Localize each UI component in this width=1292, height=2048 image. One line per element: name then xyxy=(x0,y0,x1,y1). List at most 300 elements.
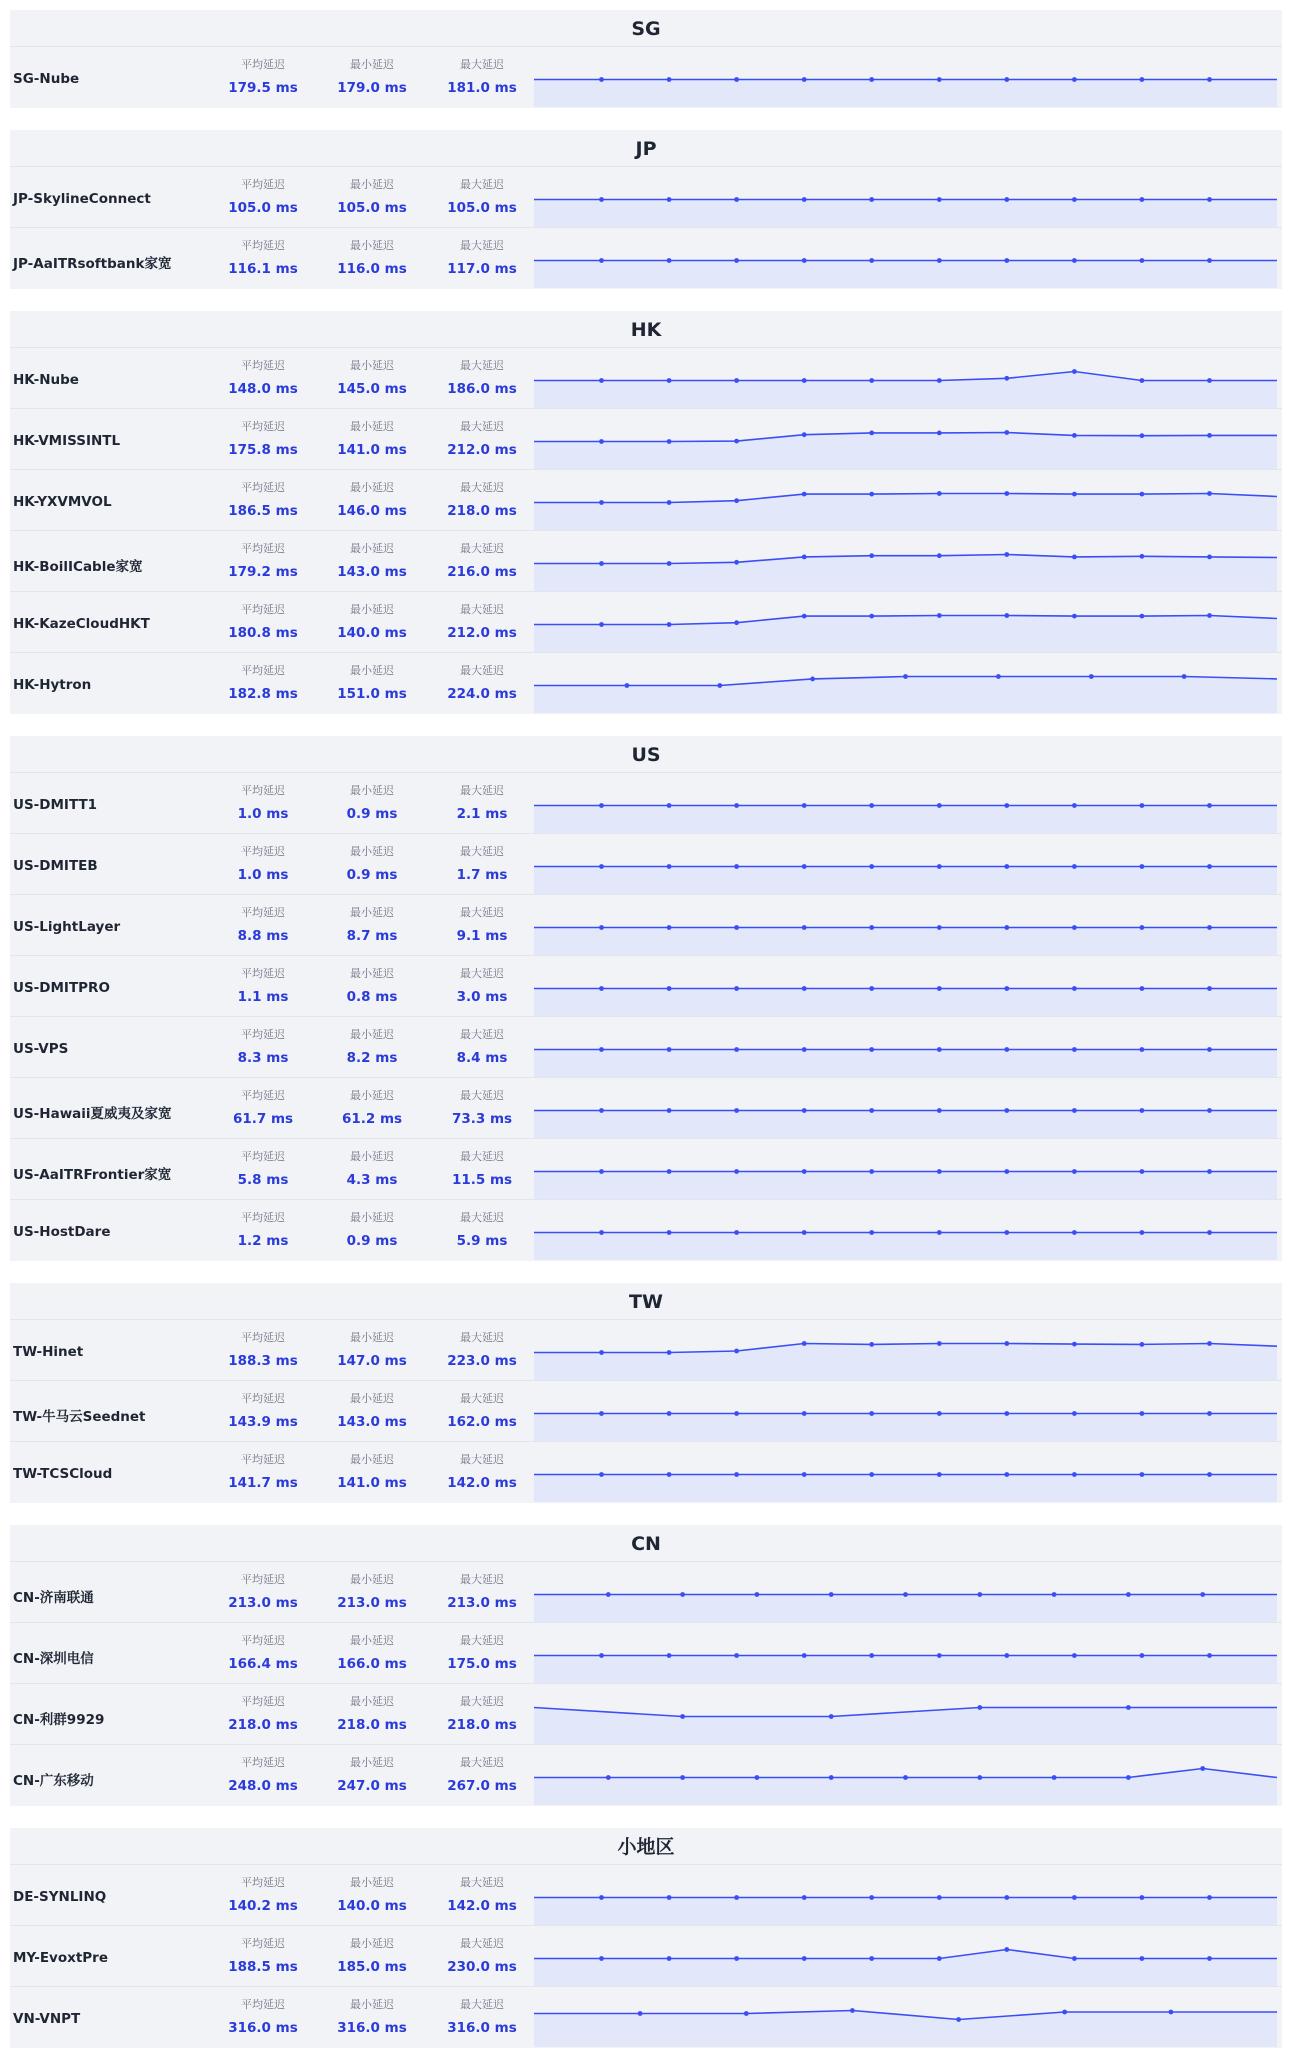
latency-sparkline[interactable] xyxy=(533,1745,1278,1805)
sparkline-point[interactable] xyxy=(625,683,630,688)
sparkline-point[interactable] xyxy=(734,197,739,202)
sparkline-point[interactable] xyxy=(1140,258,1145,263)
sparkline-point[interactable] xyxy=(937,1230,942,1235)
sparkline-point[interactable] xyxy=(1072,555,1077,560)
sparkline-point[interactable] xyxy=(937,1956,942,1961)
sparkline-point[interactable] xyxy=(1207,1411,1212,1416)
sparkline-point[interactable] xyxy=(1072,197,1077,202)
sparkline-point[interactable] xyxy=(937,925,942,930)
sparkline-point[interactable] xyxy=(869,614,874,619)
sparkline-point[interactable] xyxy=(869,1169,874,1174)
sparkline-point[interactable] xyxy=(802,258,807,263)
sparkline-point[interactable] xyxy=(869,803,874,808)
node-row[interactable] xyxy=(10,348,1282,409)
node-row[interactable] xyxy=(10,1017,1282,1078)
sparkline-point[interactable] xyxy=(1140,803,1145,808)
sparkline-point[interactable] xyxy=(667,1108,672,1113)
sparkline-point[interactable] xyxy=(734,1472,739,1477)
sparkline-point[interactable] xyxy=(1126,1592,1131,1597)
node-row[interactable] xyxy=(10,1139,1282,1200)
sparkline-point[interactable] xyxy=(869,1956,874,1961)
sparkline-point[interactable] xyxy=(802,432,807,437)
sparkline-point[interactable] xyxy=(599,500,604,505)
sparkline-point[interactable] xyxy=(638,2011,643,2016)
sparkline-point[interactable] xyxy=(667,925,672,930)
sparkline-point[interactable] xyxy=(606,1592,611,1597)
sparkline-point[interactable] xyxy=(1207,1472,1212,1477)
sparkline-point[interactable] xyxy=(1140,433,1145,438)
latency-sparkline[interactable] xyxy=(533,1320,1278,1380)
sparkline-point[interactable] xyxy=(937,1472,942,1477)
latency-sparkline[interactable] xyxy=(533,1017,1278,1077)
sparkline-point[interactable] xyxy=(734,1895,739,1900)
sparkline-point[interactable] xyxy=(1004,986,1009,991)
sparkline-point[interactable] xyxy=(734,1411,739,1416)
sparkline-point[interactable] xyxy=(1072,1047,1077,1052)
sparkline-point[interactable] xyxy=(755,1775,760,1780)
sparkline-point[interactable] xyxy=(744,2011,749,2016)
sparkline-point[interactable] xyxy=(1207,433,1212,438)
sparkline-point[interactable] xyxy=(937,1411,942,1416)
sparkline-point[interactable] xyxy=(599,986,604,991)
sparkline-point[interactable] xyxy=(802,1169,807,1174)
sparkline-point[interactable] xyxy=(1207,1895,1212,1900)
sparkline-point[interactable] xyxy=(850,2008,855,2013)
sparkline-point[interactable] xyxy=(1072,258,1077,263)
sparkline-point[interactable] xyxy=(937,613,942,618)
sparkline-point[interactable] xyxy=(869,258,874,263)
sparkline-point[interactable] xyxy=(1207,378,1212,383)
node-row[interactable] xyxy=(10,1865,1282,1926)
sparkline-point[interactable] xyxy=(1182,674,1187,679)
latency-sparkline[interactable] xyxy=(533,1442,1278,1502)
sparkline-point[interactable] xyxy=(1207,1108,1212,1113)
sparkline-point[interactable] xyxy=(1004,491,1009,496)
sparkline-point[interactable] xyxy=(869,1108,874,1113)
sparkline-point[interactable] xyxy=(802,197,807,202)
sparkline-point[interactable] xyxy=(606,1775,611,1780)
sparkline-point[interactable] xyxy=(903,674,908,679)
sparkline-point[interactable] xyxy=(1004,430,1009,435)
sparkline-point[interactable] xyxy=(937,1108,942,1113)
sparkline-point[interactable] xyxy=(599,258,604,263)
sparkline-point[interactable] xyxy=(1140,554,1145,559)
sparkline-point[interactable] xyxy=(937,1653,942,1658)
sparkline-point[interactable] xyxy=(1072,1230,1077,1235)
sparkline-point[interactable] xyxy=(1004,376,1009,381)
sparkline-point[interactable] xyxy=(1004,925,1009,930)
sparkline-point[interactable] xyxy=(667,1653,672,1658)
sparkline-point[interactable] xyxy=(1004,1341,1009,1346)
sparkline-point[interactable] xyxy=(903,1775,908,1780)
sparkline-point[interactable] xyxy=(1140,1411,1145,1416)
sparkline-point[interactable] xyxy=(1126,1775,1131,1780)
sparkline-point[interactable] xyxy=(667,1169,672,1174)
latency-sparkline[interactable] xyxy=(533,834,1278,894)
node-row[interactable] xyxy=(10,531,1282,592)
sparkline-point[interactable] xyxy=(734,803,739,808)
sparkline-point[interactable] xyxy=(1207,1169,1212,1174)
sparkline-point[interactable] xyxy=(1140,1653,1145,1658)
sparkline-point[interactable] xyxy=(1140,1472,1145,1477)
sparkline-point[interactable] xyxy=(1207,491,1212,496)
sparkline-point[interactable] xyxy=(667,378,672,383)
sparkline-point[interactable] xyxy=(1140,1895,1145,1900)
sparkline-point[interactable] xyxy=(1140,864,1145,869)
sparkline-point[interactable] xyxy=(869,431,874,436)
node-row[interactable] xyxy=(10,1078,1282,1139)
sparkline-point[interactable] xyxy=(599,77,604,82)
sparkline-point[interactable] xyxy=(869,1895,874,1900)
sparkline-point[interactable] xyxy=(734,439,739,444)
sparkline-point[interactable] xyxy=(599,561,604,566)
sparkline-point[interactable] xyxy=(1004,1653,1009,1658)
sparkline-point[interactable] xyxy=(1072,1895,1077,1900)
latency-sparkline[interactable] xyxy=(533,1078,1278,1138)
sparkline-point[interactable] xyxy=(802,1653,807,1658)
sparkline-point[interactable] xyxy=(599,1230,604,1235)
sparkline-point[interactable] xyxy=(1207,1956,1212,1961)
sparkline-point[interactable] xyxy=(734,498,739,503)
sparkline-point[interactable] xyxy=(667,1411,672,1416)
sparkline-point[interactable] xyxy=(1004,77,1009,82)
sparkline-point[interactable] xyxy=(937,258,942,263)
sparkline-point[interactable] xyxy=(667,1895,672,1900)
sparkline-point[interactable] xyxy=(599,378,604,383)
node-row[interactable] xyxy=(10,1381,1282,1442)
sparkline-point[interactable] xyxy=(937,986,942,991)
sparkline-point[interactable] xyxy=(1207,864,1212,869)
sparkline-point[interactable] xyxy=(1004,1169,1009,1174)
sparkline-point[interactable] xyxy=(1052,1592,1057,1597)
sparkline-point[interactable] xyxy=(1004,197,1009,202)
sparkline-point[interactable] xyxy=(1004,1411,1009,1416)
sparkline-point[interactable] xyxy=(1004,803,1009,808)
sparkline-point[interactable] xyxy=(599,803,604,808)
node-row[interactable] xyxy=(10,956,1282,1017)
sparkline-point[interactable] xyxy=(667,77,672,82)
sparkline-point[interactable] xyxy=(1140,378,1145,383)
sparkline-point[interactable] xyxy=(937,1047,942,1052)
sparkline-point[interactable] xyxy=(599,1653,604,1658)
sparkline-point[interactable] xyxy=(717,683,722,688)
sparkline-point[interactable] xyxy=(1140,614,1145,619)
sparkline-point[interactable] xyxy=(734,1230,739,1235)
sparkline-point[interactable] xyxy=(667,439,672,444)
sparkline-point[interactable] xyxy=(869,553,874,558)
sparkline-point[interactable] xyxy=(599,1956,604,1961)
sparkline-point[interactable] xyxy=(1140,492,1145,497)
node-row[interactable] xyxy=(10,592,1282,653)
sparkline-point[interactable] xyxy=(1072,492,1077,497)
sparkline-point[interactable] xyxy=(1072,1472,1077,1477)
sparkline-point[interactable] xyxy=(1062,2010,1067,2015)
sparkline-point[interactable] xyxy=(680,1714,685,1719)
sparkline-point[interactable] xyxy=(1200,1766,1205,1771)
sparkline-point[interactable] xyxy=(1004,1472,1009,1477)
sparkline-point[interactable] xyxy=(956,2017,961,2022)
sparkline-point[interactable] xyxy=(599,1472,604,1477)
sparkline-point[interactable] xyxy=(1207,986,1212,991)
sparkline-point[interactable] xyxy=(869,1472,874,1477)
latency-sparkline[interactable] xyxy=(533,470,1278,530)
sparkline-point[interactable] xyxy=(1140,197,1145,202)
sparkline-point[interactable] xyxy=(1072,1342,1077,1347)
sparkline-point[interactable] xyxy=(802,1895,807,1900)
sparkline-point[interactable] xyxy=(599,197,604,202)
sparkline-point[interactable] xyxy=(829,1592,834,1597)
sparkline-point[interactable] xyxy=(802,378,807,383)
latency-sparkline[interactable] xyxy=(533,531,1278,591)
node-row[interactable] xyxy=(10,1926,1282,1987)
sparkline-point[interactable] xyxy=(977,1705,982,1710)
node-row[interactable] xyxy=(10,834,1282,895)
sparkline-point[interactable] xyxy=(802,1411,807,1416)
sparkline-point[interactable] xyxy=(1140,986,1145,991)
sparkline-point[interactable] xyxy=(937,378,942,383)
sparkline-point[interactable] xyxy=(734,925,739,930)
sparkline-point[interactable] xyxy=(667,864,672,869)
sparkline-point[interactable] xyxy=(680,1775,685,1780)
latency-sparkline[interactable] xyxy=(533,592,1278,652)
sparkline-point[interactable] xyxy=(755,1592,760,1597)
sparkline-point[interactable] xyxy=(734,986,739,991)
sparkline-point[interactable] xyxy=(1140,1047,1145,1052)
sparkline-point[interactable] xyxy=(1052,1775,1057,1780)
sparkline-point[interactable] xyxy=(829,1775,834,1780)
sparkline-point[interactable] xyxy=(869,1047,874,1052)
sparkline-point[interactable] xyxy=(1140,1956,1145,1961)
sparkline-point[interactable] xyxy=(734,1169,739,1174)
node-row[interactable] xyxy=(10,653,1282,713)
sparkline-point[interactable] xyxy=(1072,1653,1077,1658)
node-row[interactable] xyxy=(10,1562,1282,1623)
sparkline-point[interactable] xyxy=(869,492,874,497)
sparkline-point[interactable] xyxy=(1207,1341,1212,1346)
node-row[interactable] xyxy=(10,1200,1282,1260)
sparkline-point[interactable] xyxy=(734,1653,739,1658)
sparkline-point[interactable] xyxy=(1072,614,1077,619)
latency-sparkline[interactable] xyxy=(533,228,1278,288)
latency-sparkline[interactable] xyxy=(533,895,1278,955)
latency-sparkline[interactable] xyxy=(533,409,1278,469)
sparkline-point[interactable] xyxy=(869,1342,874,1347)
sparkline-point[interactable] xyxy=(802,1472,807,1477)
sparkline-point[interactable] xyxy=(1004,552,1009,557)
sparkline-point[interactable] xyxy=(1072,803,1077,808)
sparkline-point[interactable] xyxy=(869,1653,874,1658)
node-row[interactable] xyxy=(10,1684,1282,1745)
sparkline-point[interactable] xyxy=(734,378,739,383)
latency-sparkline[interactable] xyxy=(533,1865,1278,1925)
sparkline-point[interactable] xyxy=(1072,925,1077,930)
sparkline-point[interactable] xyxy=(829,1714,834,1719)
sparkline-point[interactable] xyxy=(937,491,942,496)
sparkline-point[interactable] xyxy=(802,1108,807,1113)
sparkline-point[interactable] xyxy=(869,864,874,869)
sparkline-point[interactable] xyxy=(1207,197,1212,202)
sparkline-point[interactable] xyxy=(1072,986,1077,991)
sparkline-point[interactable] xyxy=(599,1895,604,1900)
sparkline-point[interactable] xyxy=(1072,864,1077,869)
sparkline-point[interactable] xyxy=(1072,1956,1077,1961)
node-row[interactable] xyxy=(10,167,1282,228)
sparkline-point[interactable] xyxy=(977,1775,982,1780)
node-row[interactable] xyxy=(10,228,1282,288)
sparkline-point[interactable] xyxy=(680,1592,685,1597)
sparkline-point[interactable] xyxy=(667,986,672,991)
sparkline-point[interactable] xyxy=(937,1169,942,1174)
latency-sparkline[interactable] xyxy=(533,1562,1278,1622)
latency-sparkline[interactable] xyxy=(533,47,1278,107)
sparkline-point[interactable] xyxy=(1207,258,1212,263)
sparkline-point[interactable] xyxy=(734,77,739,82)
sparkline-point[interactable] xyxy=(802,925,807,930)
latency-sparkline[interactable] xyxy=(533,167,1278,227)
sparkline-point[interactable] xyxy=(1140,1108,1145,1113)
sparkline-point[interactable] xyxy=(734,1349,739,1354)
sparkline-point[interactable] xyxy=(667,1350,672,1355)
sparkline-point[interactable] xyxy=(599,1350,604,1355)
node-row[interactable] xyxy=(10,47,1282,107)
sparkline-point[interactable] xyxy=(802,864,807,869)
sparkline-point[interactable] xyxy=(869,925,874,930)
node-row[interactable] xyxy=(10,470,1282,531)
sparkline-point[interactable] xyxy=(734,1047,739,1052)
sparkline-point[interactable] xyxy=(667,561,672,566)
sparkline-point[interactable] xyxy=(869,986,874,991)
sparkline-point[interactable] xyxy=(667,197,672,202)
sparkline-point[interactable] xyxy=(599,925,604,930)
latency-sparkline[interactable] xyxy=(533,1623,1278,1683)
sparkline-point[interactable] xyxy=(1207,1230,1212,1235)
sparkline-point[interactable] xyxy=(1004,1895,1009,1900)
sparkline-point[interactable] xyxy=(802,77,807,82)
sparkline-point[interactable] xyxy=(802,1341,807,1346)
sparkline-point[interactable] xyxy=(599,1047,604,1052)
sparkline-point[interactable] xyxy=(1072,369,1077,374)
sparkline-point[interactable] xyxy=(937,864,942,869)
sparkline-point[interactable] xyxy=(802,614,807,619)
sparkline-point[interactable] xyxy=(599,1108,604,1113)
sparkline-point[interactable] xyxy=(1072,77,1077,82)
sparkline-point[interactable] xyxy=(667,1956,672,1961)
sparkline-point[interactable] xyxy=(1200,1592,1205,1597)
sparkline-point[interactable] xyxy=(1004,864,1009,869)
node-row[interactable] xyxy=(10,895,1282,956)
sparkline-point[interactable] xyxy=(734,1956,739,1961)
node-row[interactable] xyxy=(10,773,1282,834)
sparkline-point[interactable] xyxy=(802,1047,807,1052)
sparkline-point[interactable] xyxy=(1072,1411,1077,1416)
sparkline-point[interactable] xyxy=(599,1169,604,1174)
latency-sparkline[interactable] xyxy=(533,1139,1278,1199)
latency-sparkline[interactable] xyxy=(533,1381,1278,1441)
sparkline-point[interactable] xyxy=(869,1411,874,1416)
sparkline-point[interactable] xyxy=(1140,1230,1145,1235)
sparkline-point[interactable] xyxy=(802,986,807,991)
sparkline-point[interactable] xyxy=(869,1230,874,1235)
sparkline-point[interactable] xyxy=(937,1341,942,1346)
sparkline-point[interactable] xyxy=(802,555,807,560)
node-row[interactable] xyxy=(10,409,1282,470)
sparkline-point[interactable] xyxy=(1004,1108,1009,1113)
sparkline-point[interactable] xyxy=(937,77,942,82)
sparkline-point[interactable] xyxy=(667,1047,672,1052)
sparkline-point[interactable] xyxy=(1089,674,1094,679)
sparkline-point[interactable] xyxy=(1140,1169,1145,1174)
node-row[interactable] xyxy=(10,1320,1282,1381)
sparkline-point[interactable] xyxy=(937,431,942,436)
sparkline-point[interactable] xyxy=(1004,1230,1009,1235)
sparkline-point[interactable] xyxy=(734,560,739,565)
latency-sparkline[interactable] xyxy=(533,348,1278,408)
sparkline-point[interactable] xyxy=(1140,77,1145,82)
node-row[interactable] xyxy=(10,1442,1282,1502)
sparkline-point[interactable] xyxy=(937,803,942,808)
sparkline-point[interactable] xyxy=(667,622,672,627)
sparkline-point[interactable] xyxy=(810,677,815,682)
latency-sparkline[interactable] xyxy=(533,1987,1278,2047)
sparkline-point[interactable] xyxy=(1140,925,1145,930)
sparkline-point[interactable] xyxy=(734,258,739,263)
sparkline-point[interactable] xyxy=(1072,1108,1077,1113)
sparkline-point[interactable] xyxy=(869,197,874,202)
sparkline-point[interactable] xyxy=(667,500,672,505)
sparkline-point[interactable] xyxy=(599,439,604,444)
sparkline-point[interactable] xyxy=(1207,925,1212,930)
sparkline-point[interactable] xyxy=(869,77,874,82)
sparkline-point[interactable] xyxy=(667,803,672,808)
sparkline-point[interactable] xyxy=(1207,613,1212,618)
sparkline-point[interactable] xyxy=(667,258,672,263)
sparkline-point[interactable] xyxy=(599,622,604,627)
sparkline-point[interactable] xyxy=(937,197,942,202)
sparkline-point[interactable] xyxy=(1207,1047,1212,1052)
sparkline-point[interactable] xyxy=(1126,1705,1131,1710)
sparkline-point[interactable] xyxy=(996,674,1001,679)
sparkline-point[interactable] xyxy=(937,553,942,558)
sparkline-point[interactable] xyxy=(1169,2010,1174,2015)
latency-sparkline[interactable] xyxy=(533,1926,1278,1986)
sparkline-point[interactable] xyxy=(802,492,807,497)
sparkline-point[interactable] xyxy=(1207,803,1212,808)
sparkline-point[interactable] xyxy=(599,864,604,869)
latency-sparkline[interactable] xyxy=(533,773,1278,833)
sparkline-point[interactable] xyxy=(903,1592,908,1597)
node-row[interactable] xyxy=(10,1745,1282,1805)
latency-sparkline[interactable] xyxy=(533,956,1278,1016)
sparkline-point[interactable] xyxy=(1004,258,1009,263)
sparkline-point[interactable] xyxy=(869,378,874,383)
sparkline-point[interactable] xyxy=(667,1230,672,1235)
sparkline-point[interactable] xyxy=(1072,433,1077,438)
sparkline-point[interactable] xyxy=(802,1230,807,1235)
node-row[interactable] xyxy=(10,1987,1282,2047)
sparkline-point[interactable] xyxy=(1004,613,1009,618)
sparkline-point[interactable] xyxy=(734,1108,739,1113)
sparkline-point[interactable] xyxy=(977,1592,982,1597)
sparkline-point[interactable] xyxy=(1207,1653,1212,1658)
sparkline-point[interactable] xyxy=(667,1472,672,1477)
latency-sparkline[interactable] xyxy=(533,1200,1278,1260)
sparkline-point[interactable] xyxy=(1140,1342,1145,1347)
sparkline-point[interactable] xyxy=(734,620,739,625)
node-row[interactable] xyxy=(10,1623,1282,1684)
sparkline-point[interactable] xyxy=(802,803,807,808)
sparkline-point[interactable] xyxy=(599,1411,604,1416)
sparkline-point[interactable] xyxy=(734,864,739,869)
